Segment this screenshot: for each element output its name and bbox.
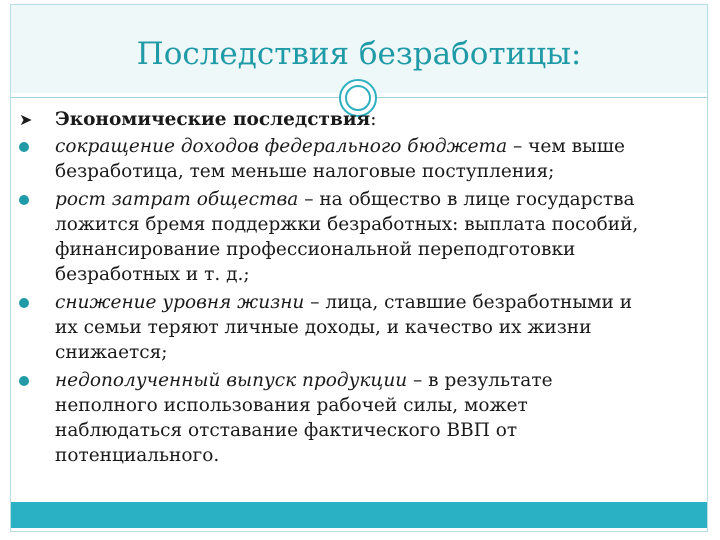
item-continuation: потенциального. [55, 445, 220, 466]
item-continuation: неполного использования рабочей силы, может [55, 395, 528, 416]
arrowhead-bullet-icon: ➤ [19, 110, 33, 129]
item-term: недополученный выпуск продукции [55, 370, 408, 391]
item-continuation: наблюдаться отставание фактического ВВП от [55, 420, 518, 441]
round-bullet-icon [19, 195, 29, 205]
item-continuation: безработных и т. д.; [55, 264, 250, 285]
item-text: – на общество в лице государства [298, 189, 635, 210]
round-bullet-icon [19, 142, 29, 152]
item-continuation: снижается; [55, 342, 168, 363]
footer-accent-bar [11, 502, 707, 528]
item-text: – чем выше [507, 136, 625, 157]
heading-text: Экономические последствия [55, 109, 371, 130]
slide-title: Последствия безработицы: [136, 36, 582, 72]
item-term: снижение уровня жизни [55, 292, 305, 313]
round-bullet-icon [19, 298, 29, 308]
item-continuation: их семьи теряют личные доходы, и качество их жизни [55, 317, 592, 338]
item-term: сокращение доходов федерального бюджета [55, 136, 508, 157]
item-continuation: финансирование профессиональной переподготовки [55, 239, 576, 260]
item-text: – лица, ставшие безработными и [304, 292, 633, 313]
heading-suffix: : [370, 109, 377, 130]
item-term: рост затрат общества [55, 189, 299, 210]
item-continuation: безработица, тем меньше налоговые поступления; [55, 161, 555, 182]
item-continuation: ложится бремя поддержки безработных: выплата пособий, [55, 214, 639, 235]
round-bullet-icon [19, 376, 29, 386]
item-text: – в результате [407, 370, 553, 391]
